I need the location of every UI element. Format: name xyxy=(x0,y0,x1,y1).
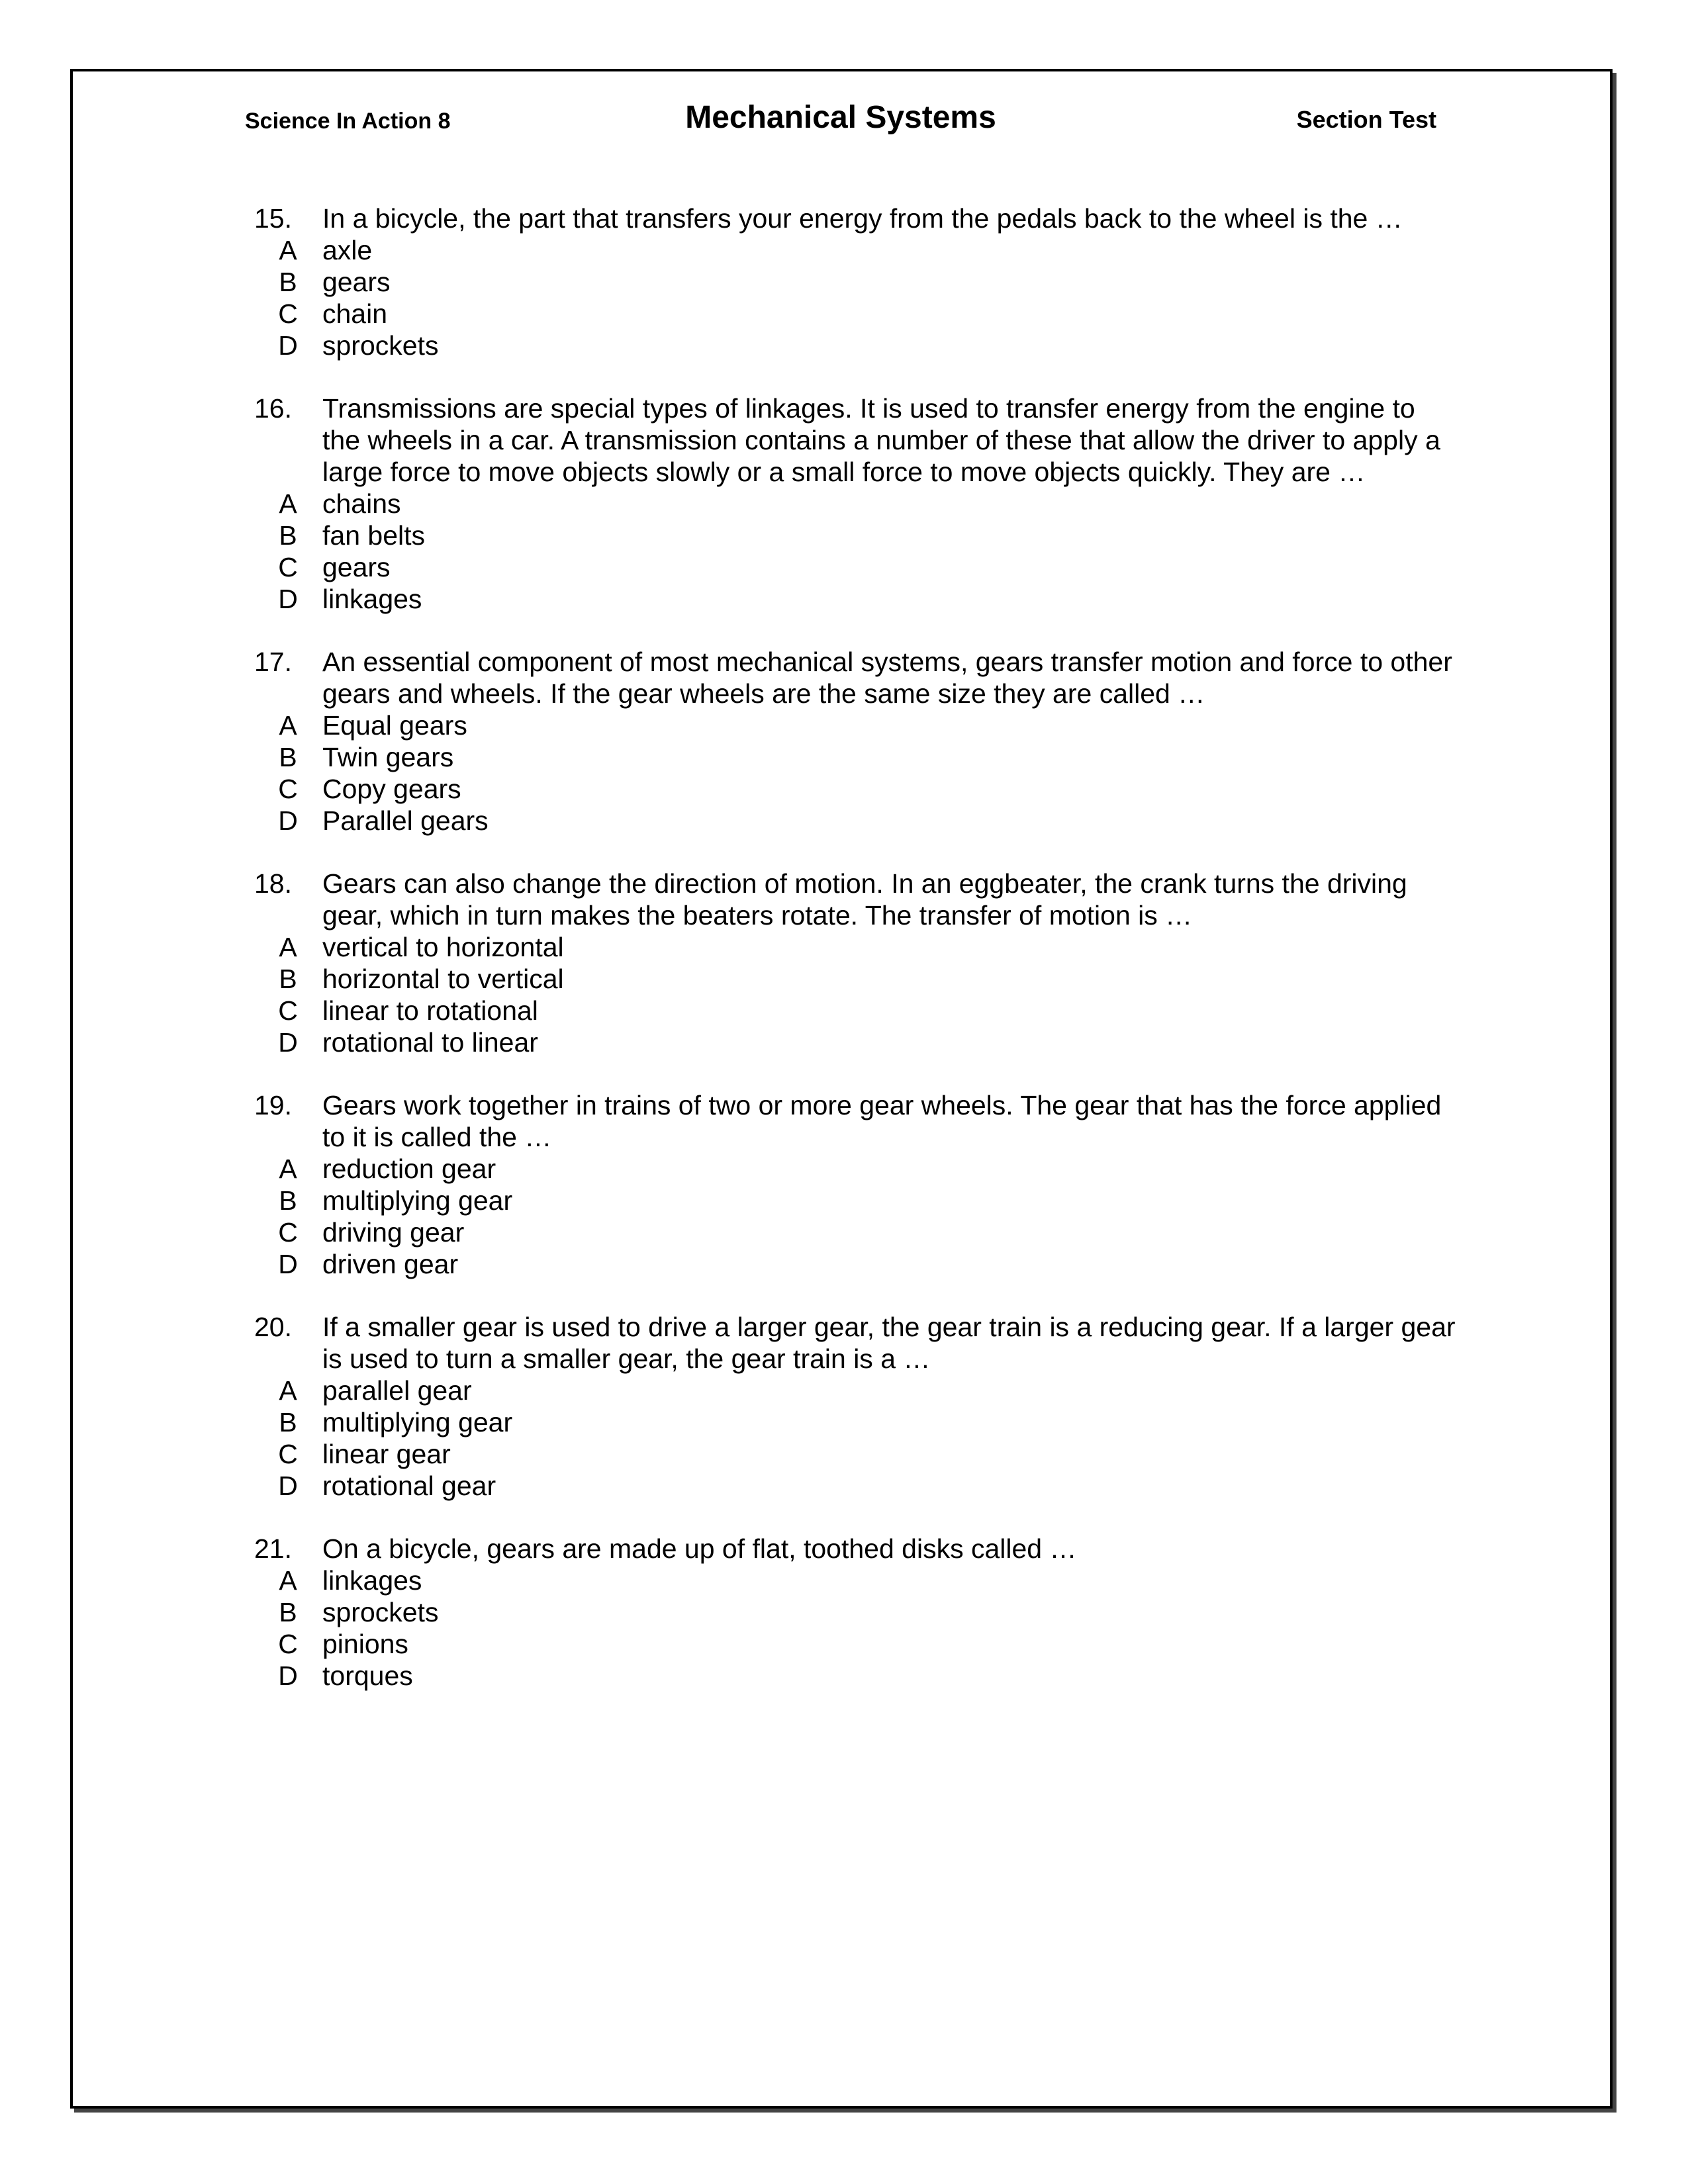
question-number: 18. xyxy=(254,868,292,899)
option-c xyxy=(245,298,1456,330)
option-a xyxy=(245,488,1456,520)
option-a xyxy=(245,931,1456,963)
option-d xyxy=(245,1248,1456,1280)
question-15 xyxy=(245,203,1456,361)
option-text: Equal gears xyxy=(322,710,467,741)
option-letter: D xyxy=(278,1027,298,1058)
question-text: Transmissions are special types of linkages. It is used to transfer energy from the engine to the wheels in a car. A transmission contains a number of these that allow the driver to apply a large force to move objects slowly or a small force to move objects quickly. They are … xyxy=(322,393,1440,487)
option-text: axle xyxy=(322,235,373,265)
question-text: An essential component of most mechanical systems, gears transfer motion and force to other gears and wheels. If the gear wheels are the same size they are called … xyxy=(322,647,1452,709)
option-text: linkages xyxy=(322,584,422,614)
option-text: sprockets xyxy=(322,1597,439,1627)
question-text: Gears can also change the direction of motion. In an eggbeater, the crank turns the driving gear, which in turn makes the beaters rotate. The transfer of motion is … xyxy=(322,868,1407,931)
course-name: Science In Action 8 xyxy=(245,109,451,134)
question-text: In a bicycle, the part that transfers your energy from the pedals back to the wheel is the … xyxy=(322,203,1403,234)
option-d xyxy=(245,583,1456,615)
option-c xyxy=(245,1438,1456,1470)
option-letter: A xyxy=(279,488,297,519)
question-text: Gears work together in trains of two or more gear wheels. The gear that has the force applied to it is called the … xyxy=(322,1090,1442,1152)
option-text: linear to rotational xyxy=(322,995,538,1026)
option-letter: B xyxy=(279,742,297,772)
option-text: Parallel gears xyxy=(322,805,489,836)
option-text: gears xyxy=(322,552,391,582)
option-text: multiplying gear xyxy=(322,1185,513,1216)
page-title: Mechanical Systems xyxy=(685,100,996,135)
option-text: vertical to horizontal xyxy=(322,932,564,962)
option-c xyxy=(245,1216,1456,1248)
option-letter: C xyxy=(278,995,298,1026)
option-b xyxy=(245,266,1456,298)
option-a xyxy=(245,234,1456,266)
option-text: reduction gear xyxy=(322,1154,496,1184)
option-text: Twin gears xyxy=(322,742,454,772)
page-header xyxy=(245,99,1436,146)
option-c xyxy=(245,995,1456,1026)
option-text: pinions xyxy=(322,1629,408,1659)
option-text: multiplying gear xyxy=(322,1407,513,1437)
option-text: torques xyxy=(322,1661,413,1691)
option-text: parallel gear xyxy=(322,1375,472,1406)
option-a xyxy=(245,1565,1456,1596)
option-letter: B xyxy=(279,1597,297,1627)
question-text: On a bicycle, gears are made up of flat, toothed disks called … xyxy=(322,1533,1077,1564)
option-letter: B xyxy=(279,267,297,297)
question-19 xyxy=(245,1089,1456,1280)
option-text: linear gear xyxy=(322,1439,451,1469)
question-text: If a smaller gear is used to drive a larger gear, the gear train is a reducing gear. If a larger gear is used to turn a smaller gear, the gear train is a … xyxy=(322,1312,1456,1374)
option-d xyxy=(245,1026,1456,1058)
option-text: horizontal to vertical xyxy=(322,964,564,994)
question-20 xyxy=(245,1311,1456,1502)
option-letter: C xyxy=(278,1439,298,1469)
option-a xyxy=(245,709,1456,741)
option-letter: B xyxy=(279,1407,297,1437)
question-number: 16. xyxy=(254,393,292,424)
option-letter: C xyxy=(278,552,298,582)
option-letter: D xyxy=(278,805,298,836)
option-letter: C xyxy=(278,298,298,329)
option-letter: C xyxy=(278,774,298,804)
question-16 xyxy=(245,392,1456,615)
option-a xyxy=(245,1153,1456,1185)
option-c xyxy=(245,551,1456,583)
option-b xyxy=(245,1596,1456,1628)
option-text: sprockets xyxy=(322,330,439,361)
option-text: gears xyxy=(322,267,391,297)
option-text: rotational to linear xyxy=(322,1027,538,1058)
option-text: linkages xyxy=(322,1565,422,1596)
option-letter: C xyxy=(278,1217,298,1248)
option-letter: D xyxy=(278,1661,298,1691)
option-d xyxy=(245,1470,1456,1502)
option-text: rotational gear xyxy=(322,1471,496,1501)
option-c xyxy=(245,1628,1456,1660)
option-letter: A xyxy=(279,1565,297,1596)
option-text: driven gear xyxy=(322,1249,459,1279)
question-number: 19. xyxy=(254,1090,292,1120)
question-18 xyxy=(245,868,1456,1058)
option-text: chains xyxy=(322,488,401,519)
question-list xyxy=(245,203,1456,1723)
option-letter: D xyxy=(278,1471,298,1501)
option-d xyxy=(245,805,1456,837)
option-text: chain xyxy=(322,298,388,329)
question-21 xyxy=(245,1533,1456,1692)
option-letter: C xyxy=(278,1629,298,1659)
option-a xyxy=(245,1375,1456,1406)
option-letter: D xyxy=(278,1249,298,1279)
option-c xyxy=(245,773,1456,805)
question-17 xyxy=(245,646,1456,837)
option-b xyxy=(245,741,1456,773)
question-number: 20. xyxy=(254,1312,292,1342)
option-letter: B xyxy=(279,1185,297,1216)
test-type: Section Test xyxy=(1296,106,1436,133)
option-b xyxy=(245,1185,1456,1216)
option-letter: A xyxy=(279,235,297,265)
option-letter: A xyxy=(279,932,297,962)
option-letter: B xyxy=(279,520,297,551)
option-d xyxy=(245,330,1456,361)
option-text: driving gear xyxy=(322,1217,465,1248)
option-d xyxy=(245,1660,1456,1692)
option-text: fan belts xyxy=(322,520,425,551)
option-b xyxy=(245,963,1456,995)
option-text: Copy gears xyxy=(322,774,461,804)
question-number: 17. xyxy=(254,647,292,677)
option-b xyxy=(245,1406,1456,1438)
option-letter: D xyxy=(278,330,298,361)
option-letter: A xyxy=(279,1375,297,1406)
option-b xyxy=(245,520,1456,551)
question-number: 21. xyxy=(254,1533,292,1564)
question-number: 15. xyxy=(254,203,292,234)
option-letter: B xyxy=(279,964,297,994)
option-letter: A xyxy=(279,710,297,741)
option-letter: D xyxy=(278,584,298,614)
option-letter: A xyxy=(279,1154,297,1184)
